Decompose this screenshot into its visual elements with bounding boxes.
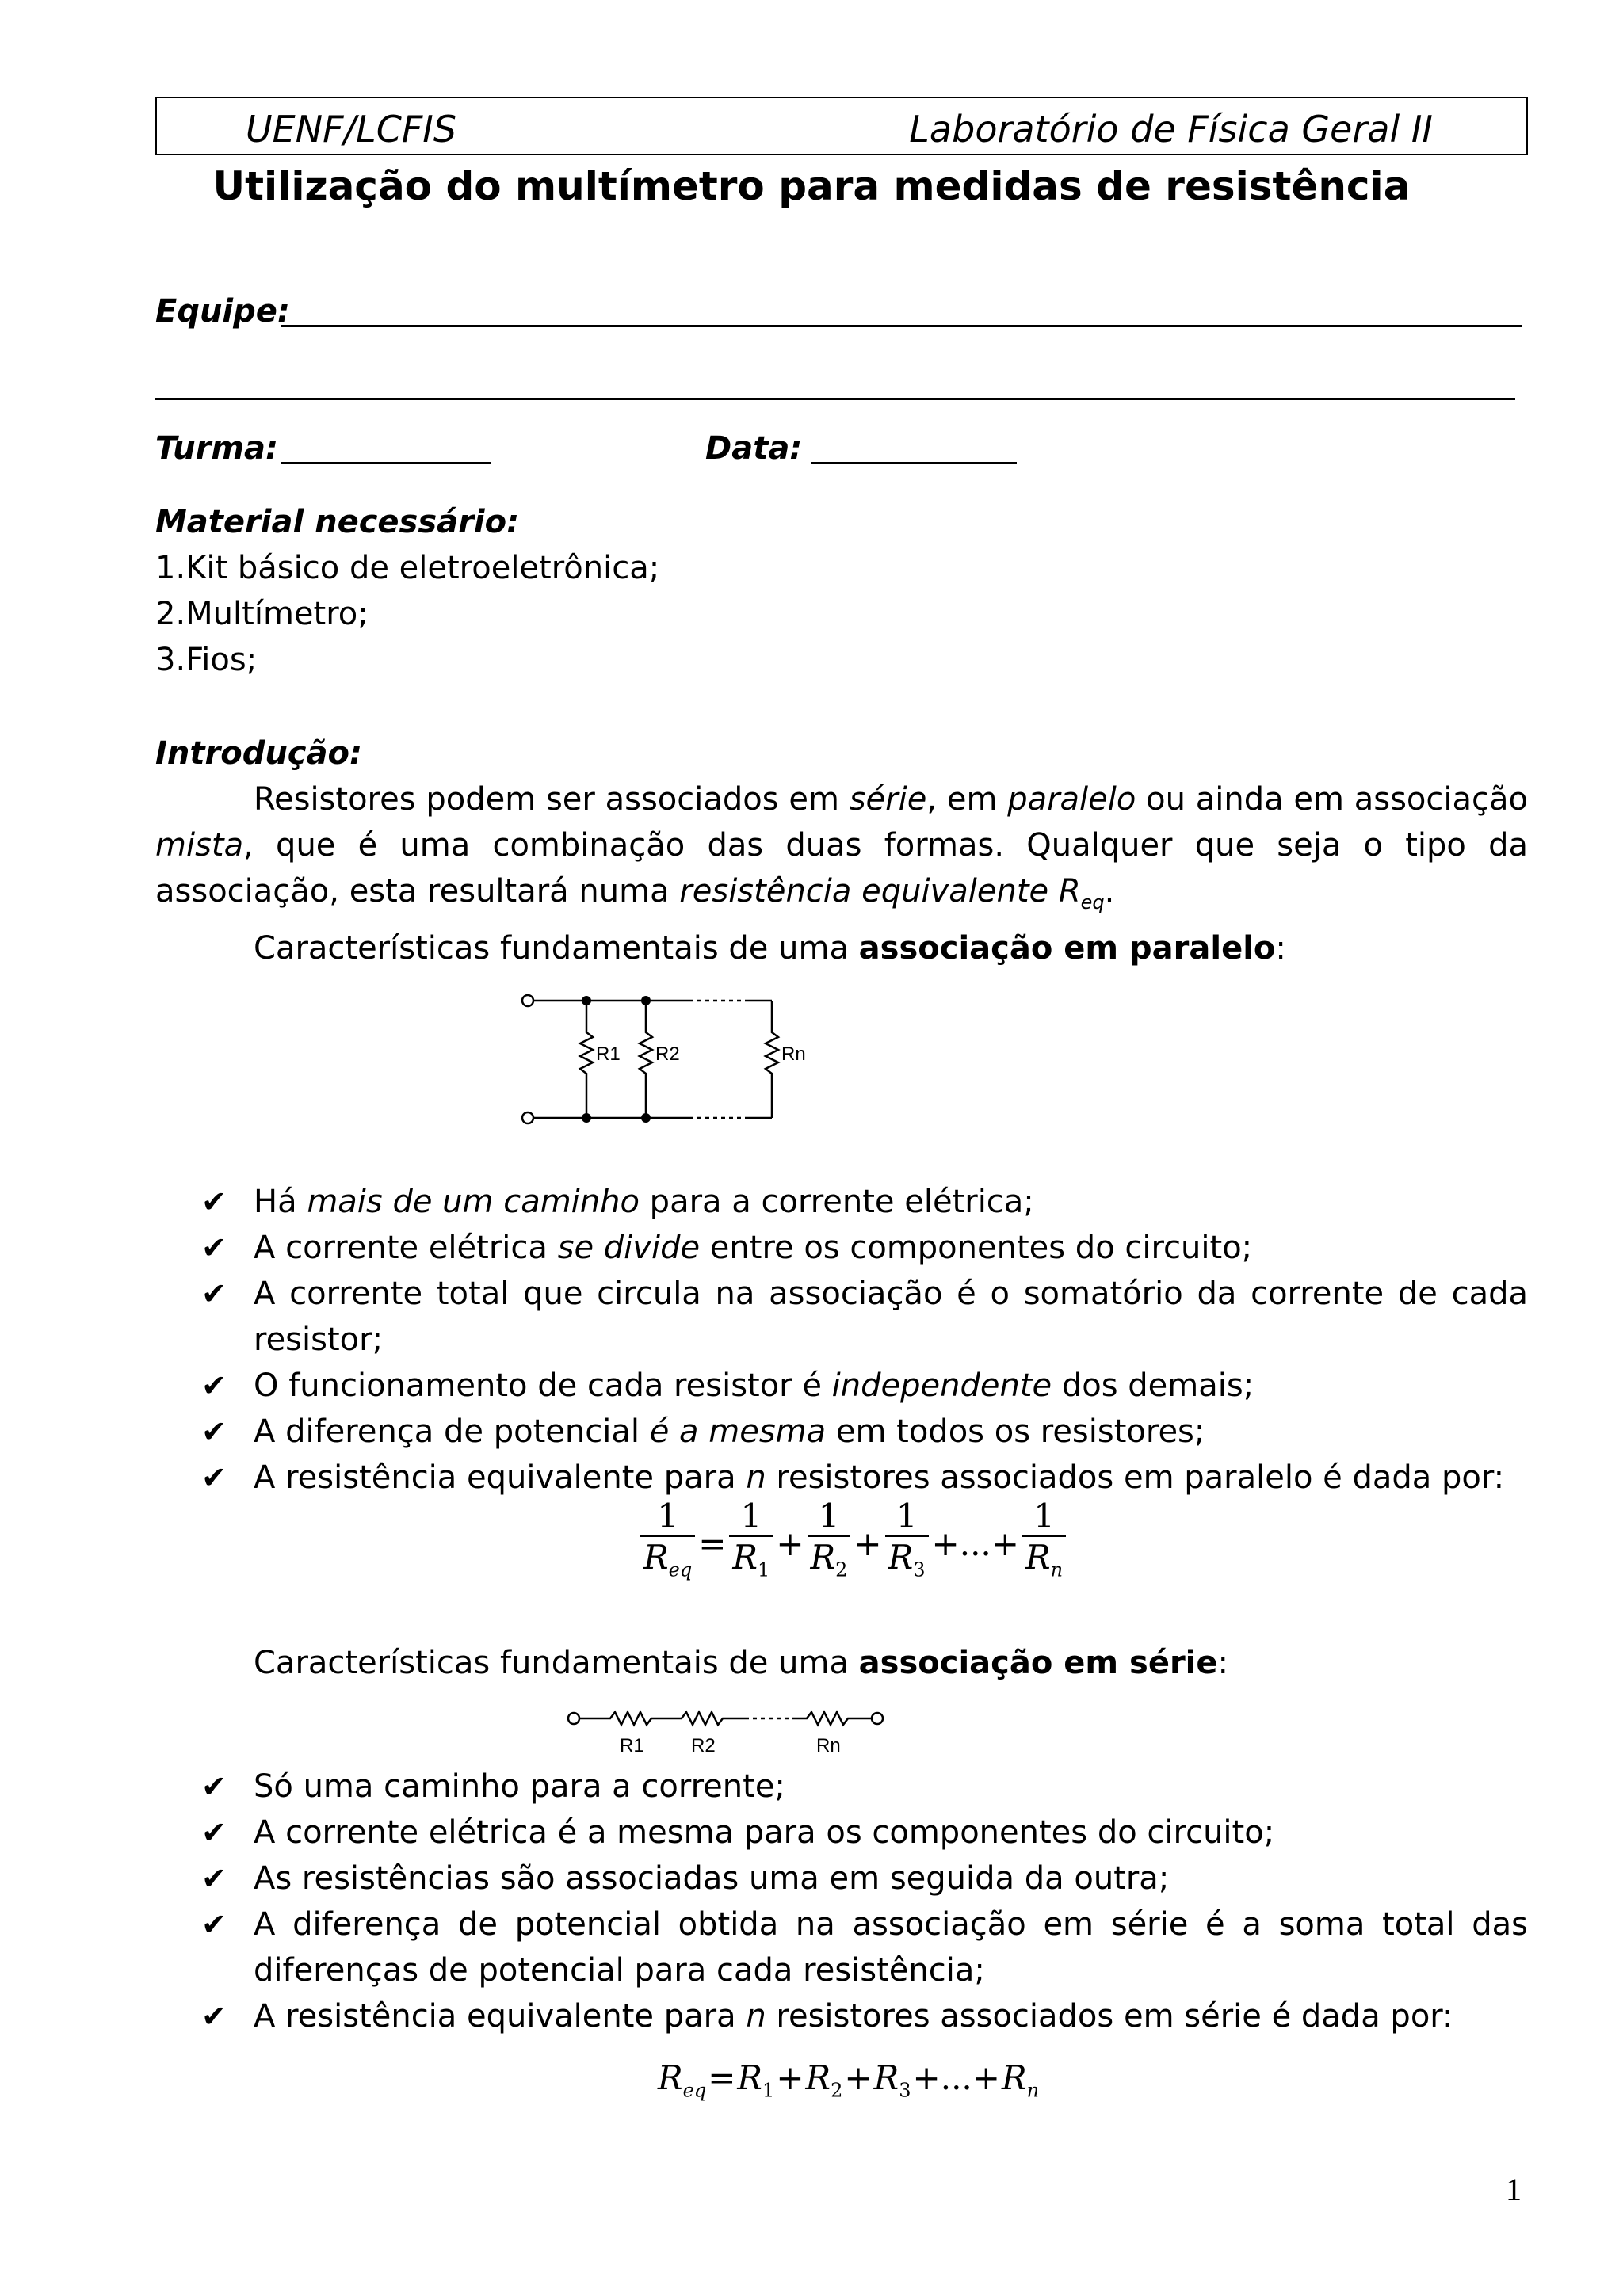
materials-item: 1.Kit básico de eletroeletrônica; [155, 550, 660, 586]
series-bullet-list [201, 1764, 1528, 2039]
series-circuit-diagram [555, 1699, 903, 1763]
list-item: ✔ A corrente total que circula na associação é o somatório da corrente de cada resistor; [201, 1271, 1528, 1363]
list-item: ✔ Há mais de um caminho para a corrente elétrica; [201, 1179, 1528, 1225]
check-icon: ✔ [201, 1769, 227, 1804]
series-formula: $R_{eq}=R_1+R_2+R_3+...+R_n$ [658, 2058, 1040, 2102]
materials-item: 2.Multímetro; [155, 596, 369, 632]
list-item: ✔ A diferença de potencial obtida na associação em série é a soma total das diferenças de potencial para cada resistência; [201, 1901, 1528, 1993]
list-item: ✔ A diferença de potencial é a mesma em todos os resistores; [201, 1409, 1528, 1455]
parallel-circuit-diagram [507, 986, 808, 1133]
list-item: ✔ A corrente elétrica se divide entre os componentes do circuito; [201, 1225, 1528, 1271]
intro-heading: Introdução: [155, 735, 362, 772]
series-label-rn: Rn [816, 1735, 841, 1756]
header-institution: UENF/LCFIS [246, 108, 457, 151]
check-icon: ✔ [201, 1230, 227, 1265]
check-icon: ✔ [201, 1815, 227, 1850]
parallel-bullet-list [201, 1179, 1528, 1501]
list-item: ✔ As resistências são associadas uma em seguida da outra; [201, 1855, 1528, 1901]
team-label: Equipe: [155, 293, 290, 330]
intro-paragraph: Resistores podem ser associados em série, em paralelo ou ainda em associação mista, que é uma combinação das duas formas. Qualquer que seja o tipo da associação, esta resultará numa resistência equivalente $R_{eq}$. [155, 781, 1528, 913]
list-item: ✔ A resistência equivalente para n resistores associados em série é dada por: [201, 1993, 1528, 2039]
check-icon: ✔ [201, 1907, 227, 1942]
check-icon: ✔ [201, 1368, 227, 1403]
check-icon: ✔ [201, 1460, 227, 1495]
check-icon: ✔ [201, 1999, 227, 2034]
page-title: Utilização do multímetro para medidas de resistência [212, 163, 1411, 209]
list-item: ✔ Só uma caminho para a corrente; [201, 1764, 1528, 1810]
parallel-label-r1: R1 [596, 1043, 621, 1065]
materials-section [155, 499, 659, 683]
class-line[interactable] [281, 462, 491, 464]
check-icon: ✔ [201, 1414, 227, 1449]
series-intro: Características fundamentais de uma associação em série: [254, 1645, 1229, 1681]
team-line-1[interactable] [281, 325, 1522, 327]
header-course: Laboratório de Física Geral II [909, 108, 1433, 151]
series-label-r2: R2 [691, 1735, 716, 1756]
team-line-2[interactable] [155, 398, 1515, 400]
check-icon: ✔ [201, 1276, 227, 1311]
list-item: ✔ O funcionamento de cada resistor é independente dos demais; [201, 1363, 1528, 1409]
page-number: 1 [1506, 2172, 1522, 2207]
list-item: ✔ A resistência equivalente para n resistores associados em paralelo é dada por: [201, 1455, 1528, 1501]
date-line[interactable] [811, 462, 1017, 464]
parallel-intro: Características fundamentais de uma associação em paralelo: [254, 930, 1286, 967]
materials-item: 3.Fios; [155, 642, 258, 678]
date-label: Data: [705, 430, 803, 467]
materials-heading: Material necessário: [155, 504, 520, 540]
list-item: ✔ A corrente elétrica é a mesma para os componentes do circuito; [201, 1810, 1528, 1855]
series-label-r1: R1 [620, 1735, 644, 1756]
check-icon: ✔ [201, 1861, 227, 1896]
class-label: Turma: [155, 430, 278, 467]
parallel-label-r2: R2 [655, 1043, 680, 1065]
check-icon: ✔ [201, 1184, 227, 1219]
header-box [155, 97, 1528, 155]
parallel-formula: $\frac{1}{R_{eq}}$ = $\frac{1}{R_1}$ + $\frac{1}{R_2}$ + $\frac{1}{R_3}$ +...+ $\frac{1}{R_n}$ [639, 1497, 1067, 1590]
parallel-label-rn: Rn [781, 1043, 806, 1065]
